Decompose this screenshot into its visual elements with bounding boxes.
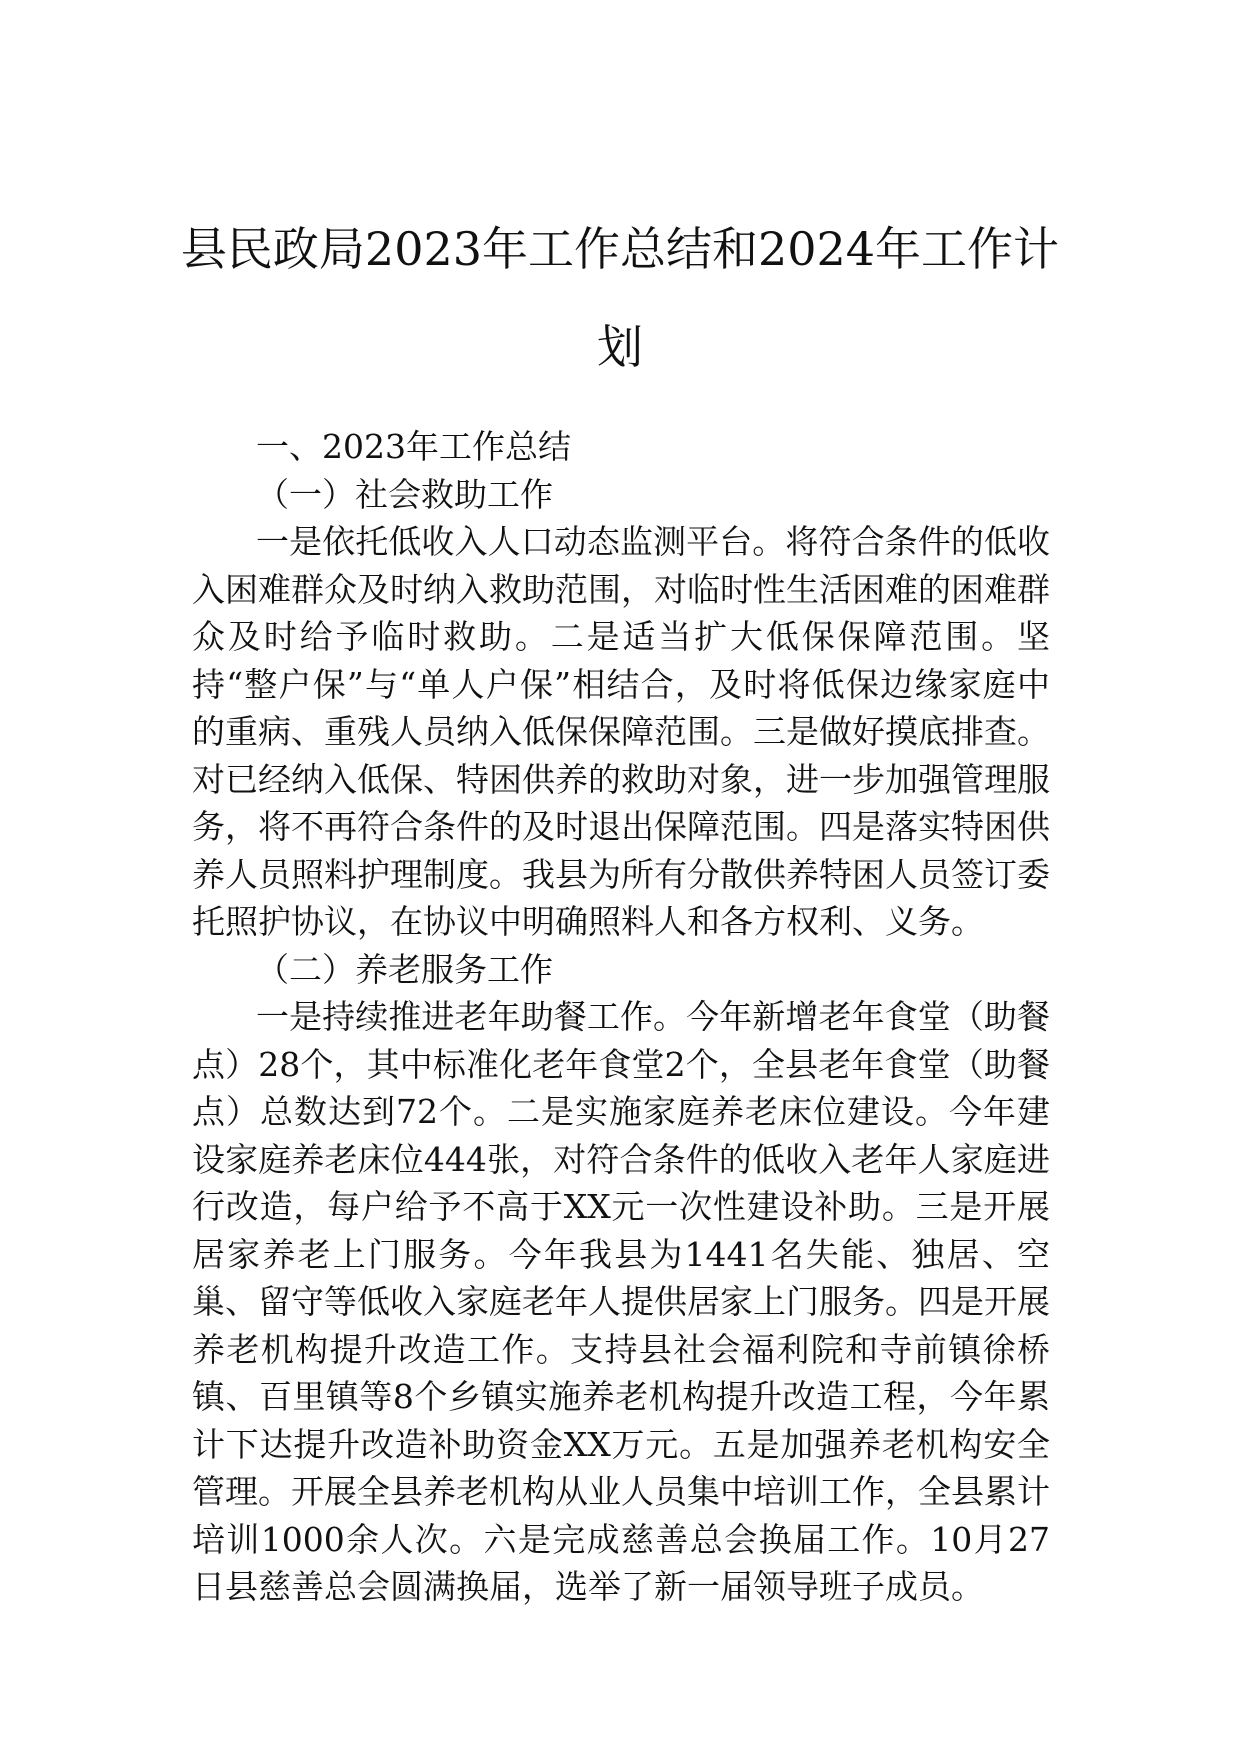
paragraph-elderly-care: 一是持续推进老年助餐工作。今年新增老年食堂（助餐点）28个，其中标准化老年食堂2个，全县老年食堂（助餐点）总数达到72个。二是实施家庭养老床位建设。今年建设家庭养老床位444张，对符合条件的低收入老年人家庭进行改造，每户给予不高于XX元一次性建设补助。三是开展居家养老上门服务。今年我县为1441名失能、独居、空巢、留守等低收入家庭老年人提供居家上门服务。四是开展养老机构提升改造工作。支持县社会福利院和寺前镇徐桥镇、百里镇等8个乡镇实施养老机构提升改造工程，今年累计下达提升改造补助资金XX万元。五是加强养老机构安全管理。开展全县养老机构从业人员集中培训工作，全县累计培训1000余人次。六是完成慈善总会换届工作。10月27日县慈善总会圆满换届，选举了新一届领导班子成员。 bbox=[192, 997, 1050, 1606]
section-heading: 一、2023年工作总结 bbox=[256, 427, 571, 466]
subsection-heading-elderly-care: （二）养老服务工作 bbox=[256, 949, 553, 989]
document-title: 县民政局2023年工作总结和2024年工作计划 bbox=[180, 222, 1060, 374]
paragraph-social-assistance: 一是依托低收入人口动态监测平台。将符合条件的低收入困难群众及时纳入救助范围，对临时性生活困难的困难群众及时给予临时救助。二是适当扩大低保保障范围。坚持“整户保”与“单人户保”相结合，及时将低保边缘家庭中的重病、重残人员纳入低保保障范围。三是做好摸底排查。对已经纳入低保、特困供养的救助对象，进一步加强管理服务，将不再符合条件的及时退出保障范围。四是落实特困供养人员照料护理制度。我县为所有分散供养特困人员签订委托照护协议，在协议中明确照料人和各方权利、义务。 bbox=[192, 522, 1050, 941]
document-body bbox=[192, 423, 1050, 1611]
subsection-heading-social-assistance: （一）社会救助工作 bbox=[256, 474, 553, 514]
